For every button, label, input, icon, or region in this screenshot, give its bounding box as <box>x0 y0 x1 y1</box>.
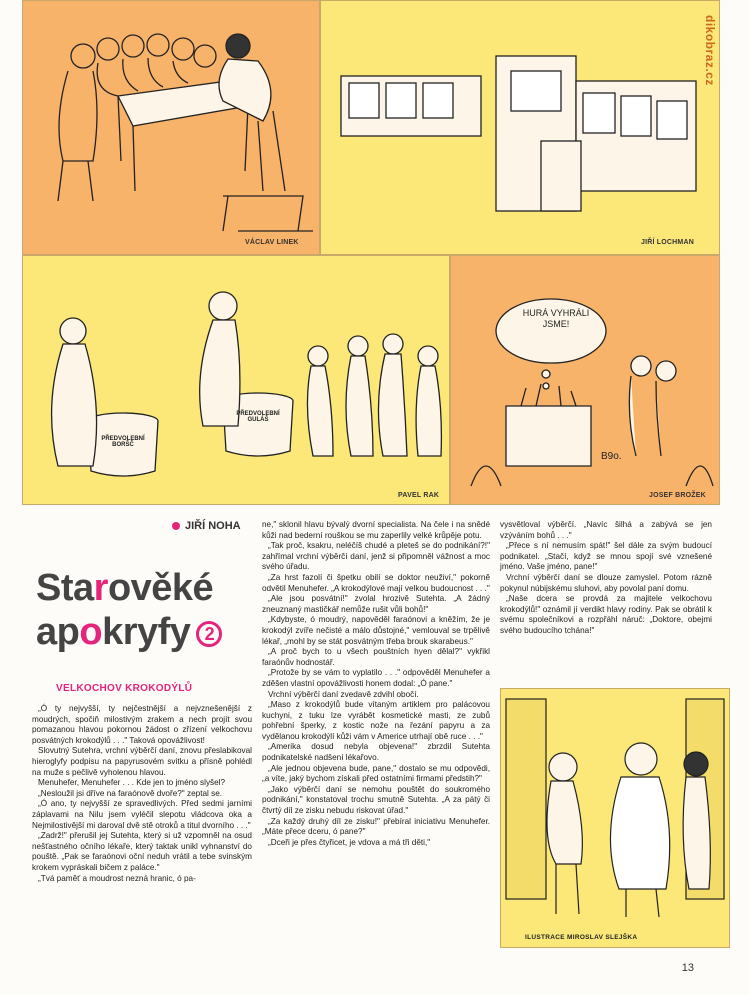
article-subtitle: VELKOCHOV KROKODÝLŮ <box>56 683 193 694</box>
cartoon-drawing-ballot-box <box>451 256 720 505</box>
cartoon-drawing-tv-walls <box>321 1 720 255</box>
cartoon-drawing-table-crowd <box>23 1 320 255</box>
illustration-caption: ILUSTRACE MIROSLAV SLEJŠKA <box>525 934 638 941</box>
panel-caption: PAVEL RAK <box>398 492 440 499</box>
article-column-1: „Ó ty nejvyšší, ty nejčestnější a nejvznešenější z moudrých, spočiň milostivým zrakem a nech projít svou pomazanou hlavou pokornou žádost o zřízení velkochovu posvátných krokodýlů . . ." Taková opovážlivost! Slovutný Sutehra, vrchní výběrčí daní, znovu přeslabikoval hieroglyfy podpisu na papyrusovém svitku a přísně pohlédl na muže s pečlivě vyholenou hlavou. Menuhefer, Menuhefer . . . Kde jen to jméno slyšel? „Nesloužil jsi dříve na faraónově dvoře?" zeptal se. „Ó ano, ty nejvyšší ze spravedlivých. Před sedmi jarními záplavami na Nilu jsem vyléčil slepotu vládcova oka a Nejmilostivější mi daroval dvě stě otroků a titul dvorního . . ." „Zadrž!" přerušil jej Sutehta, který si už vzpomněl na osud nešťastného očního lékaře, který taktak unikl vyhnanství do pouště. „Pak se faraónovi oční neduh vrátil a tebe svinským krokem vypráskali bičem z paláce." „Tvá paměť a moudrost nezná hranic, ó pa- <box>32 704 252 883</box>
bullet-dot-icon <box>172 522 180 530</box>
article-illustration <box>500 688 730 948</box>
panel-caption: JOSEF BROŽEK <box>649 492 706 499</box>
panel-caption: VÁCLAV LINEK <box>245 239 299 246</box>
pot-label-borsc: PŘEDVOLEBNÍ BORŠČ <box>101 436 145 448</box>
article <box>22 520 722 980</box>
article-author: JIŘÍ NOHA <box>172 520 241 532</box>
artist-signature: B9o. <box>601 451 622 462</box>
cartoon-panel-linek <box>22 0 320 255</box>
cartoon-drawing-election-soup <box>23 256 450 505</box>
article-column-3: vysvětloval výběrčí. „Navíc šilhá a zabývá se jen vzýváním bohů . . ." „Přece s ní nemusím spát!" šel dále za svým budoucí podnikatel. „Stačí, když se mnou spojí své vznešené jméno. Vaše jméno, pane!" Vrchní výběrčí daní se dlouze zamyslel. Potom rázně pokynul núbijskému sluhovi, aby povolal paní domu. „Naše dcera se provdá za majitele velkochovu krokodýlů!" oznámil jí verdikt hlavy rodiny. Pak se obrátil k svému společníkovi a rozpřáhl náruč: „Doktore, obejmi svého budoucího tchána!" <box>500 520 712 635</box>
article-column-2: ne," sklonil hlavu bývalý dvorní specialista. Na čele i na snědé kůži nad bederní rouškou se mu zaperlily velké krůpěje potu. „Tak proč, ksakru, neléčíš chudé a pleteš se do podnikání?!" zahřímal vrchní výběrčí daní, jenž si připomněl vážnost a moc svého úřadu. „Za hrst fazolí či špetku obilí se doktor neuživí," pokorně odvětil Menuhefer. „A krokodýlové mají velkou budoucnost . . ." „Ale jsou posvátní!" zvolal hrozivě Sutehta. „A žádný zneuznaný mastičkář nemůže rušit vůli bohů!" „Kdybyste, ó moudrý, napověděl faraónovi a kněžím, že je krokodýl zvíře nečisté a málo důstojné," vemlouval se trpělivě lékař, „mohl by se stát posvátným třeba brouk skarabeus." „A proč bych to u všech pouštních hyen dělal?" vykřikl faraónův hodnostář. „Protože by se vám to vyplatilo . . ." odpověděl Menuhefer a zděšen vlastní opovážlivosti honem dodal: „Ó pane." Vrchní výběrčí daní zvedavě zdvihl obočí. „Maso z krokodýlů bude vítaným artiklem pro palácovou kuchyni, z tuku lze vyrábět kosmetické masti, ze zubů pohřební šperky, z kostic nože na řezání papyru a za vydělanou krokodýlí kůži vám v Americe utrhají obě ruce . . ." „Amerika dosud nebyla objevena!" zbrzdil Sutehta podnikatelské nadšení lékařovo. „Ale jednou objevena bude, pane," dostalo se mu odpovědi, „a víte, jaký bychom získali před ostatními firmami předstih?" „Jako výběrčí daní se nemohu pouštět do soukromého podnikání," konstatoval trochu smutně Sutehta. „A za pátý či čtvrtý díl ze zisku nebudu riskovat úřad." „Za každý druhý díl ze zisku!" přebíral iniciativu Menuhefer. „Máte přece dceru, ó pane?" „Dceři je přes čtyřicet, je vdova a má tři děti," <box>262 520 490 847</box>
illustration-egyptian-figures <box>501 689 729 929</box>
speech-bubble-text: HURÁ VYHRÁLI JSME! <box>522 308 590 329</box>
site-watermark: dikobraz.cz <box>703 15 717 86</box>
cartoon-panel-rak <box>22 255 450 505</box>
page-number: 13 <box>681 962 694 974</box>
pot-label-gulas: PŘEDVOLEBNÍ GULÁŠ <box>236 411 280 423</box>
cartoon-panel-brozek <box>450 255 720 505</box>
panel-caption: JIŘÍ LOCHMAN <box>641 239 694 246</box>
cartoon-panel-lochman <box>320 0 720 255</box>
article-title: Starověké apokryfy 2 <box>36 566 222 654</box>
part-number-badge: 2 <box>196 621 222 647</box>
